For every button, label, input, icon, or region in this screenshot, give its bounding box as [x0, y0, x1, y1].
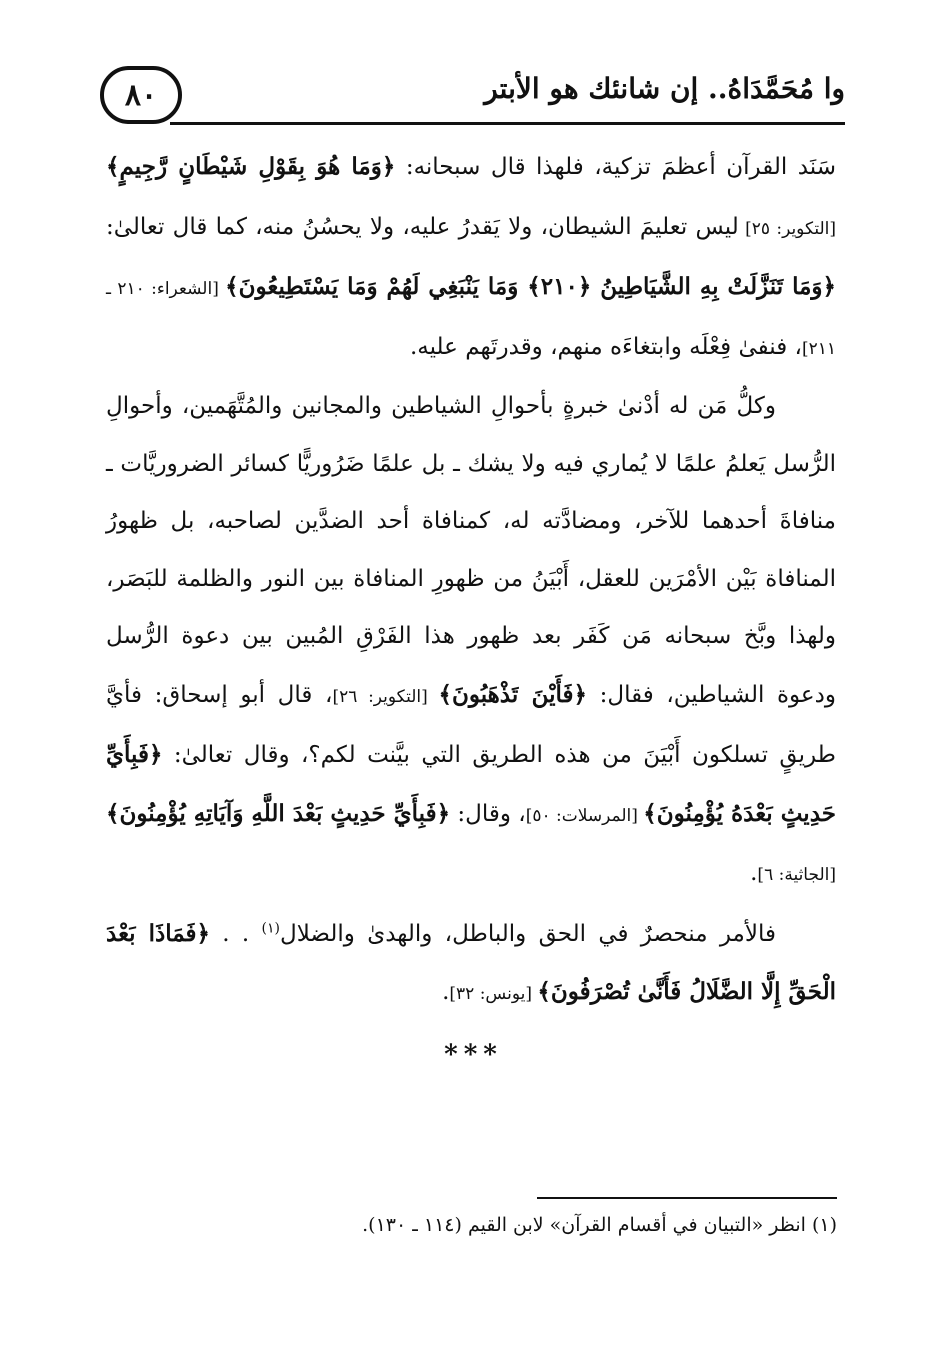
verse-reference: [التكوير: ٢٦]	[332, 686, 439, 707]
text-run: سَنَد القرآن أعظمَ تزكية، فلهذا قال سبحانه:	[395, 154, 836, 180]
verse-reference: [المرسلات: ٥٠]	[525, 805, 644, 826]
page-header	[100, 66, 845, 128]
section-separator: ***	[444, 1040, 503, 1070]
text-run: . .	[209, 920, 262, 947]
text-run: فالأمر منحصرٌ في الحق والباطل، والهدىٰ والضلال	[280, 920, 776, 947]
main-text	[106, 138, 836, 1024]
verse-reference: [الشعراء: ٢١٠ ـ ٢١١]	[106, 279, 836, 359]
quran-verse: ﴿فَمَاذَا بَعْدَ الْحَقِّ إِلَّا الضَّلَالُ فَأَنَّىٰ تُصْرَفُونَ﴾	[106, 919, 836, 1005]
quran-verse: ﴿فَأَيْنَ تَذْهَبُونَ﴾	[438, 680, 587, 708]
verse-reference: [الجاثية: ٦]	[757, 865, 836, 885]
text-run: وكلُّ مَن له أدْنىٰ خبرةٍ بأحوالِ الشياطين والمجانين والمُتَّهَمين، وأحوالِ الرُّسل يَعلمُ علمًا لا يُماري فيه ولا يشك ـ بل علمًا ضَرُوريًّا كسائر الضروريَّات ـ منافاةَ أحدهما للآخر، ومضادَّته له، كمنافاة أحد الضدَّين لصاحبه، بل ظهورُ المنافاة بَيْن الأمْرَين للعقل، أَبْيَنُ من ظهورِ المنافاة بين النور والظلمة للبَصَر، ولهذا وبَّخ سبحانه مَن كَفَر بعد ظهور هذا الفَرْقِ المُبين بين دعوة الرُّسل ودعوة الشياطين، فقال:	[106, 393, 837, 708]
footnote-marker: (١)	[261, 919, 280, 936]
text-run: ، قال أبو إسحاق: فأيَّ طريقٍ تسلكون أَبْيَنَ من هذه الطريق التي بيَّنت لكم؟، وقال تعالىٰ:	[106, 681, 836, 768]
verse-reference: [التكوير: ٢٥]	[738, 218, 837, 239]
text-run: .	[750, 860, 758, 886]
paragraph-2	[106, 378, 836, 905]
quran-verse: ﴿فَبِأَيِّ حَدِيثٍ بَعْدَهُ يُؤْمِنُونَ﴾	[106, 741, 836, 827]
quran-verse: ﴿وَمَا هُوَ بِقَوْلِ شَيْطَانٍ رَّجِيمٍ﴾	[106, 153, 396, 180]
paragraph-3	[106, 905, 836, 1024]
quran-verse: ﴿فَبِأَيِّ حَدِيثٍ بَعْدَ اللَّهِ وَآيَاتِهِ يُؤْمِنُونَ﴾	[105, 799, 451, 827]
paragraph-1	[106, 138, 836, 378]
text-run: .	[442, 979, 450, 1005]
text-run: ، فنفىٰ فِعْلَه وابتغاءَه منهم، وقدرتَهم عليه.	[409, 333, 802, 360]
page-number: ٨٠	[124, 77, 158, 113]
footnote-rule	[537, 1197, 837, 1199]
verse-reference: [يونس: ٣٢]	[449, 984, 538, 1004]
text-run: ليس تعليمَ الشيطان، ولا يَقدرُ عليه، ولا يحسُنُ منه، كما قال تعالىٰ:	[106, 213, 739, 240]
page-number-badge	[100, 66, 182, 124]
text-run: ، وقال:	[450, 800, 526, 827]
footnote: (١) انظر «التبيان في أقسام القرآن» لابن القيم (١١٤ ـ ١٣٠).	[362, 1214, 837, 1236]
quran-verse: ﴿وَمَا تَنَزَّلَتْ بِهِ الشَّيَاطِينُ ﴿٢١٠﴾ وَمَا يَنْبَغِي لَهُمْ وَمَا يَسْتَطِيعُونَ﴾	[225, 273, 836, 300]
header-rule	[170, 122, 845, 125]
running-header-title: وا مُحَمَّدَاهُ.. إن شانئك هو الأبتر	[484, 72, 845, 105]
